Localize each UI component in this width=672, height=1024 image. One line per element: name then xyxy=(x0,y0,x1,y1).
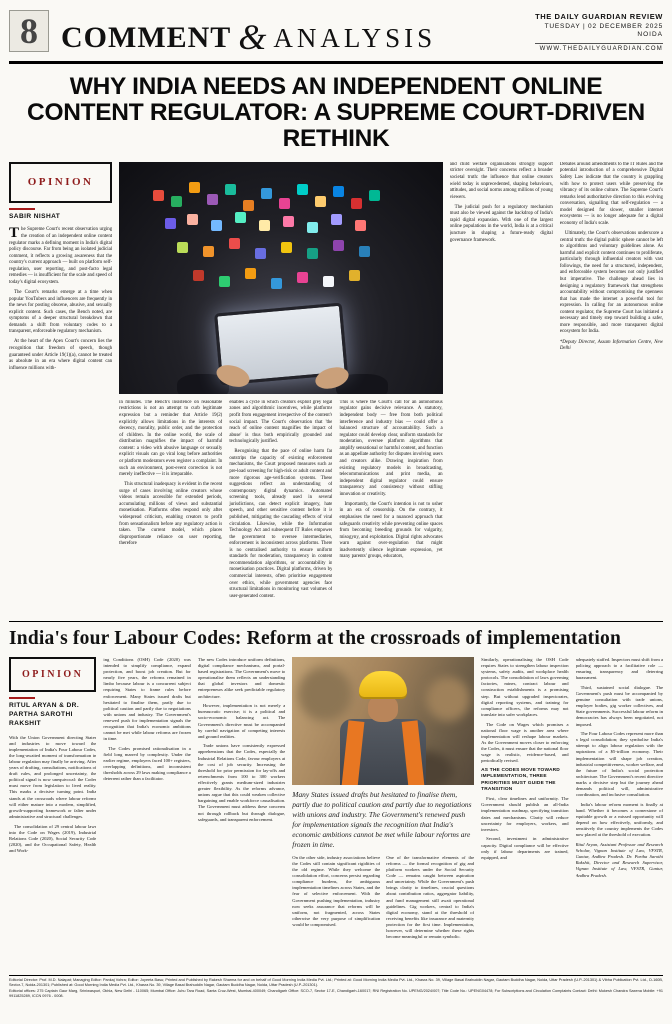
paragraph: The Supreme Court's recent observation urging the creation of an independent online content regulator marks a defining moment in India's digital policy discourse. Far from being an isolated judicial comment, it reflects a growing awareness that the country's current approach — built on platform self-regulation, user reporting, and post-facto legal remedies — is insufficient for the scale and speed of today's digital ecosystem. xyxy=(9,225,113,285)
website-url: WWW.THEDAILYGUARDIAN.COM xyxy=(535,43,663,52)
paragraph: With the Union Government directing States and industries to move toward the implementation of India's Four Labour Codes, the long-awaited moment of transformation in labour regulation may finally be arriving. After years of drafting, consultations, notifications of draft rules, and prolonged uncertainty, the political signal is now unequivocal: the Codes must move from legislation to lived reality. This marks a decisive turning point. India stands at the crossroads where labour reforms will either mature into a modern, simplified, growth-supporting framework or falter under administrative and structural challenges. xyxy=(9,734,97,819)
article2-middle-block xyxy=(292,657,474,969)
ampersand-glyph: & xyxy=(238,17,267,57)
section-title-analysis: ANALYSIS xyxy=(273,23,437,53)
paragraph: Recognising that the pace of online harm far outstrips the capacity of existing enforcement mechanisms, the Court proposed measures such as pre-load screening for high-risk or adult content and more rigorous age-verification systems. These suggestions reflect an understanding of contemporary digital dynamics. Automated screening tools, already used in several jurisdictions, can detect explicit imagery, hate speech, and other sensitive content before it is published, mitigating the cascading effects of viral circulation. Likewise, while the Information Technology Act and subsequent IT Rules empower the government to oversee intermediaries, enforcement is inconsistent across platforms. There is no centralised authority to ensure uniform standards for moderation, transparency in content recommendation algorithms, or accountability in monetisation practices. Digital platforms, driven by commercial interests, often prioritise engagement over ethics, while government agencies face structural limitations in monitoring vast volumes of user-generated content. xyxy=(229,449,333,599)
masthead-right xyxy=(535,8,663,52)
article1-photo-tablet-apps xyxy=(119,162,443,394)
article1-author: SABIR NISHAT xyxy=(9,212,61,220)
article1-column-4 xyxy=(339,400,442,614)
paragraph: This structural inadequacy is evident in the recent surge of cases involving online creators whose videos remain accessible for extended periods, accumulating millions of views and substantial monetisation. Platforms often respond only after widespread criticism, enabling creators to profit from sensationalism before any regulatory action is taken. The current model, which places disproportionate reliance on user reporting, therefore xyxy=(119,482,223,547)
article2-section xyxy=(9,621,663,969)
background-blob xyxy=(426,677,470,721)
author-note: Ritul Aryan, Assistant Professor and Research Scholar, Vignan Institute of Law, VFSTR, Guntur, Andhra Pradesh. Dr. Partha Sarothi Rakshit, Director and Research Supervisor, Vignan Institute of Law, VFSTR, Guntur, Andhra Pradesh. xyxy=(575,841,663,878)
paragraph: Trade unions have consistently expressed apprehensions that the Codes, especially the Industrial Relations Code, favour employers at the cost of job security. Increasing the threshold for prior permission for lay-offs and retrenchments from 100 to 300 workers effectively grants medium-sized industries greater flexibility. As the reforms advance, unions argue that this could weaken collective bargaining and enable workforce casualisation. The Government must address these concerns not through rollback but through dialogue, safeguards, and transparent enforcement. xyxy=(197,743,286,822)
paragraph: First, clear timelines and uniformity. The Government should publish an all-India implementation roadmap, specifying transition dates and mechanisms. Clarity will reduce uncertainty for employers, workers, and investors. xyxy=(481,796,569,832)
section-title-comment: COMMENT xyxy=(61,21,232,54)
article2-column-7 xyxy=(576,657,663,969)
article1-column-6 xyxy=(560,162,663,614)
imprint-line-1: Editorial Director: Prof. M.D. Nalapat; Managing Editor: Pankaj Vohra; Editor: Joyeeta Basu; Printed and Published by Rakesh Sharma for and on behalf of Good Morning India Media Pvt. Ltd.; Printed at: Good Morning India Media Pvt. Ltd., Khasra No. 39, Village Basai Brahuddin Nagar, Gautam Buddha Nagar, Noida, Uttar Pradesh (U.P.-201301) & Vibha Publication Pvt. Ltd., D-160B, Sector-7, Noida-201301; Published at: Good Morning India Media Pvt. Ltd., Khasra No. 39, Village Basai Brahuddin Nagar, Gautam Buddha Nagar, Noida, Uttar Pradesh (U.P.-201301). xyxy=(9,977,663,988)
article2-middle-columns xyxy=(292,855,474,969)
section-title xyxy=(61,14,436,56)
article2-column-1 xyxy=(9,657,96,969)
article2-column-4 xyxy=(292,855,380,969)
app-icons-decoration xyxy=(153,190,164,201)
article2-column-2 xyxy=(103,657,190,969)
masthead-rule xyxy=(9,61,663,64)
paragraph: Importantly, the Court's intention is not to usher in an era of censorship. On the contrary, it emphasises the need for a nuanced approach that safeguards creativity while preventing online spaces from becoming breeding grounds for vulgarity, misogyny, and exploitation. Digital rights advocates warn against over-regulation that might inadvertently silence legitimate expression, yet many parents' groups, educators, xyxy=(339,501,443,560)
article1-middle-block xyxy=(119,162,443,614)
worker-face-shape xyxy=(368,695,398,722)
article2-headline: India's four Labour Codes: Reform at the crossroads of implementation xyxy=(9,627,621,649)
opinion-label: OPINION xyxy=(9,162,112,203)
paragraph: The Code on Wages which promises a national floor wage is another area where implementation will reshape labour markets. As the Government moves closer to enforcing the Codes, it must ensure that the national floor wage is realistic, evidence-based, and periodically revised. xyxy=(481,721,569,764)
opinion-label: OPINION xyxy=(9,657,96,692)
edition-city: NOIDA xyxy=(637,31,663,38)
subheading: AS THE CODES MOVE TOWARD IMPLEMENTATION, THREE PRIORITIES MUST GUIDE THE TRANSITION xyxy=(481,767,560,792)
article1-column-5 xyxy=(450,162,553,614)
article1-column-2 xyxy=(119,400,222,614)
article2-column-6 xyxy=(481,657,568,969)
paragraph: in minutes. The Bench's insistence on reasonable restrictions is not an attempt to curb legitimate expression but a reminder that Article 19(2) explicitly allows limitations in the interests of decency, morality, public order, and the protection of children. In the online world, the scale of distribution magnifies the impact of harmful content: a video with abusive language or sexually explicit visuals can go viral long before authorities or platform moderators even register a complaint. In such an environment, post-event correction is not merely ineffective — it is irreparable. xyxy=(119,399,223,478)
author-note: *Deputy Director, Assam Information Centre, New Delhi xyxy=(559,339,663,352)
masthead xyxy=(9,8,663,56)
paragraph: Third, sustained social dialogue. The Government's push must be accompanied by genuine consultation with trade unions, employer bodies, gig worker collectives, and State governments. Successful labour reform in democracies has always been negotiated, not imposed. xyxy=(575,684,663,727)
paragraph: However, implementation is not merely a bureaucratic exercise; it is a political and socio-economic balancing act. The Government's directive must be accompanied by careful navigation of competing interests and ground realities. xyxy=(197,703,286,739)
paragraph: At the heart of the Apex Court's concern lies the recognition that freedom of speech, though guaranteed under Article 19(1)(a), cannot be treated as absolute in an era where digital content can influence millions with- xyxy=(9,339,113,371)
article2-body xyxy=(9,657,663,969)
paragraph: Second, investment in administrative capacity. Digital compliance will be effective only if labour departments are trained, equipped, and xyxy=(481,836,569,860)
paragraph: adequately staffed. Inspectors must shift from a policing approach to a facilitative role — ensuring transparency and deterring harassment. xyxy=(575,656,663,681)
paragraph: The Four Labour Codes represent more than a legal consolidation; they symbolise India's attempt to align labour regulation with the aspirations of a $5-trillion economy. Their implementation will shape job creation, industrial competitiveness, worker welfare, and the future of India's social protection architecture. The Government's recent directive marks a decisive step but the journey ahead demands political will, administrative coordination, and inclusive consultation. xyxy=(575,731,663,798)
article1-column-1-text xyxy=(9,227,112,372)
background-blob xyxy=(298,667,352,721)
publication-name: THE DAILY GUARDIAN REVIEW xyxy=(535,12,663,21)
article2-column-1-text xyxy=(9,735,96,855)
paragraph: The new Codes introduce uniform definitions, digital compliance mechanisms, and portal-based registrations. The Government's move to operationalise them reflects an understanding that global investors and domestic entrepreneurs alike seek predictable regulatory architecture. xyxy=(197,656,286,699)
paragraph: ing Conditions (OSH) Code (2020) was intended to simplify compliance, expand protection, and boost job creation. But for nearly five years, the reforms remained in limbo because labour is a concurrent subject requiring States to frame rules before enforcement. Many States issued drafts but hesitated to finalise them, partly due to political caution and partly due to negotiations with unions and industry. The Government's renewed push for implementation signals the recognition that India's economic ambitions cannot be met while labour reforms are frozen in time. xyxy=(103,656,191,742)
article1-middle-columns xyxy=(119,400,443,614)
accent-rule xyxy=(9,697,35,699)
article1-headline: WHY INDIA NEEDS AN INDEPENDENT ONLINE CONTENT REGULATOR: A SUPREME COURT-DRIVEN RETHINK xyxy=(27,73,645,152)
paragraph: The consolidation of 29 central labour laws into the Code on Wages (2019), Industrial Relations Code (2020), Social Security Code (2020), and the Occupational Safety, Health and Work- xyxy=(9,823,97,853)
paragraph: The judicial push for a regulatory mechanism must also be viewed against the backdrop of India's rapid digital expansion. With one of the largest online populations in the world, India is at a critical juncture in shaping a future-ready digital governance framework. xyxy=(449,204,553,243)
page-number: 8 xyxy=(9,10,49,52)
date-line: TUESDAY | 02 DECEMBER 2025 xyxy=(544,23,663,30)
article2-column-5 xyxy=(386,855,474,969)
article1-column-3 xyxy=(229,400,332,614)
imprint-footer xyxy=(9,975,663,1000)
article2-authors: RITUL ARYAN & DR. PARTHA SAROTHI RAKSHIT xyxy=(9,702,80,727)
paragraph: On the other side, industry associations believe the Codes still contain significant rigidities of the old regime. While they welcome the consolidation effort, concerns persist regarding compliance burdens, the ambiguous implementation timelines across States, and the fear of selective enforcement. With the Government pushing implementation, industry now seeks assurance that reforms will be uniform, not fragmented, across States otherwise the very purpose of simplification would be compromised. xyxy=(292,854,381,928)
article2-photo-caption: Many States issued drafts but hesitated to finalise them, partly due to political caution and partly due to negotiations with unions and industry. The Government's renewed push for implementation signals the recognition that India's economic ambitions cannot be met while labour reforms are frozen in time. xyxy=(292,789,472,849)
article2-column-3 xyxy=(198,657,285,969)
paragraph: India's labour reform moment is finally at hand. Whether it becomes a cornerstone of equitable growth or a missed opportunity will depend on how effectively, uniformly, and sensitively the country implements the Codes now placed at the threshold of execution. xyxy=(575,801,663,838)
article2-photo-worker xyxy=(292,657,474,785)
paragraph: The Codes promised rationalisation in a field long marred by complexity. Under the earlier regime, employers faced 100+ registers, overlapping definitions, and inconsistent thresholds across 29 laws making compliance a deterrent rather than a facilitator. xyxy=(103,745,191,782)
article1-body xyxy=(9,162,663,614)
safety-helmet-shape xyxy=(359,671,407,697)
accent-rule xyxy=(9,208,35,210)
paragraph: This is where the Court's call for an autonomous regulator gains decisive relevance. A statutory, independent body — free from both political interference and industry bias — could offer a balanced structure of accountability. Such a regulator could develop clear, uniform standards for moderation, oversee platform algorithms that amplify sensational or harmful content, and function as an appellate authority for disputes involving users and creators alike. Drawing inspiration from existing regulatory models in broadcasting, telecommunications and print media, an independent digital regulator could ensure transparency and consistency without stifling innovation or creativity. xyxy=(339,399,443,497)
paragraph: and child welfare organisations strongly support stricter oversight. Their concerns reflect a broader societal truth: the influence that online creators wield today is unprecedented, shaping behaviours, attitudes, and social norms among millions of young viewers. xyxy=(449,161,553,200)
paragraph: Debates around amendments to the IT Rules and the potential introduction of a comprehensive Digital Safety Law indicate that the country is grappling with how to protect users while preserving the vibrancy of its online culture. The Supreme Court's remarks lend authoritative direction to this evolving conversation, signalling that self-regulation — a model designed for slower, smaller internet ecosystems — is no longer adequate for a digital economy of India's scale. xyxy=(559,161,663,226)
paragraph: One of the transformative elements of the reforms — the formal recognition of gig and platform workers under the Social Security Code — remains caught between aspiration and uncertainty. While the Government's push brings clarity to timelines, crucial questions about contribution ratios, aggregator liability, and fund management still await operational guidelines. Gig workers, central to India's digital economy, stand at the threshold of receiving benefits like insurance and maternity protection for the first time. Implementation, however, will determine whether these rights become meaningful or remain symbolic. xyxy=(386,854,475,940)
paragraph: Ultimately, the Court's observations underscore a central truth: the digital public sphere cannot be left to algorithms and voluntary guidelines alone. As harmful and explicit content continues to proliferate, particularly through influential creators with vast followings, the need for a structured, independent, and enforceable system becomes not only justified but imperative. The challenge ahead lies in designing a regulatory framework that strengthens accountability without compromising the openness that has made the internet a powerful tool for expression. In calling for an autonomous online content regulator, the Supreme Court has initiated a necessary and timely step toward building a safer, more responsible, and more transparent digital ecosystem for India. xyxy=(559,231,663,335)
article1-column-1 xyxy=(9,162,112,614)
imprint-line-2: Editorial offices: 275 Captain Gaur Marg, Sriniwaspuri, Okhla, New Delhi - 110065; Mumbai Office: Juhu Tara Road, Santa Cruz-West, Mumbai-400049; Chandigarh Office: SCO-7, Sector 17-E, Chandigarh-160017; RNI Registration No. UPENG/2024/007; Title Code No.: UPENG04478; For Subscriptions and Circulation Complaints Contact: Delhi: Mukesh Chandra Saxena Mobile: +91 9911825289, ICCN 0976 - 0008. xyxy=(9,988,663,999)
paragraph: enables a cycle in which creators exploit grey legal zones and algorithmic incentives, while platforms profit from engagement irrespective of the content's social impact. The Court's observation that 'the reach of online content magnifies the impact of abuse' is thus both empirically grounded and technologically justified. xyxy=(229,399,333,445)
paragraph: The Court's remarks emerge at a time when popular YouTubers and influencers are frequently in the news for posting obscene, abusive, and sexually explicit content. Such cases, the Bench noted, are symptoms of a deeper structural breakdown that demands a shift from voluntary codes to a transparent, enforceable regulatory mechanism. xyxy=(9,290,113,335)
paragraph: Similarly, operationalising the OSH Code requires States to strengthen labour inspection systems, safety audits, and workplace health protocols. The consolidation of laws governing factories, mines, contract labour and construction establishments is a promising step. But without upgraded inspectorates, digital reporting systems, and training for compliance officers, the reforms may not translate into safer workplaces. xyxy=(481,656,569,717)
